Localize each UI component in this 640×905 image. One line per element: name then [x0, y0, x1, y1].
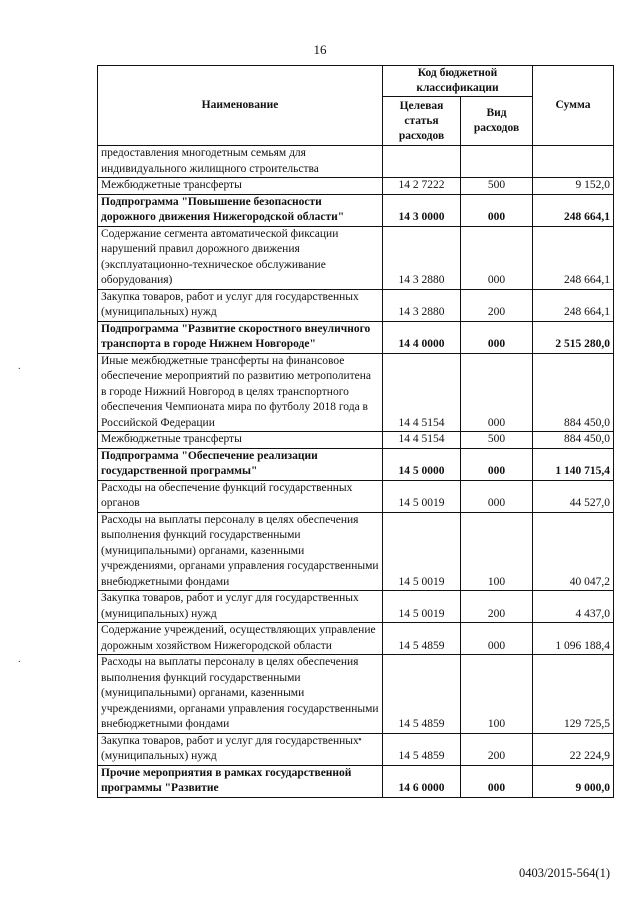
table-row: [98, 733, 614, 765]
row-sum-cell: 1 096 188,4: [533, 623, 614, 655]
row-type-cell: 100: [461, 512, 533, 591]
header-amount: Сумма: [533, 66, 614, 146]
row-code-cell: 14 5 0000: [383, 448, 461, 480]
row-code-cell: 14 2 7222: [383, 178, 461, 195]
row-name-cell: Иные межбюджетные трансферты на финансовое обеспечение мероприятий по развитию метрополитена в городе Нижний Новгород в целях транспортного обеспечения Чемпионата мира по футболу 2018 года в Российской Федерации: [98, 353, 383, 432]
table-row: [98, 289, 614, 321]
row-sum-cell: 9 000,0: [533, 765, 614, 797]
row-sum-cell: 248 664,1: [533, 226, 614, 289]
row-type-cell: 200: [461, 289, 533, 321]
table-body: [98, 146, 614, 798]
header-code-group: Код бюджетной классификации: [383, 66, 533, 97]
table-row: [98, 321, 614, 353]
row-type-cell: 100: [461, 655, 533, 734]
table-row: [98, 512, 614, 591]
row-name-cell: Расходы на выплаты персоналу в целях обеспечения выполнения функций государственными (муниципальными) органами, казенными учреждениями, органами управления государственными внебюджетными фондами: [98, 655, 383, 734]
row-name-cell: Подпрограмма "Развитие скоростного внеуличного транспорта в городе Нижнем Новгороде": [98, 321, 383, 353]
row-code-cell: 14 4 0000: [383, 321, 461, 353]
row-type-cell: 000: [461, 765, 533, 797]
row-code-cell: 14 5 0019: [383, 512, 461, 591]
row-code-cell: 14 5 4859: [383, 623, 461, 655]
table-row: [98, 178, 614, 195]
table-row: [98, 432, 614, 449]
page-number: 16: [313, 42, 327, 57]
row-code-cell: [383, 146, 461, 178]
row-code-cell: 14 5 4859: [383, 733, 461, 765]
table-row: [98, 146, 614, 178]
header-expense-type: Вид расходов: [461, 97, 533, 146]
row-code-cell: 14 5 0019: [383, 591, 461, 623]
row-type-cell: 000: [461, 480, 533, 512]
table-row: [98, 448, 614, 480]
table-row: [98, 194, 614, 226]
row-code-cell: 14 4 5154: [383, 432, 461, 449]
row-sum-cell: 884 450,0: [533, 432, 614, 449]
row-type-cell: [461, 146, 533, 178]
row-name-cell: Расходы на выплаты персоналу в целях обеспечения выполнения функций государственными (муниципальными) органами, казенными учреждениями, органами управления государственными внебюджетными фондами: [98, 512, 383, 591]
row-name-cell: Содержание сегмента автоматической фиксации нарушений правил дорожного движения (эксплуатационно-техническое обслуживание оборудования): [98, 226, 383, 289]
row-code-cell: 14 5 0019: [383, 480, 461, 512]
row-type-cell: 000: [461, 623, 533, 655]
row-type-cell: 200: [461, 591, 533, 623]
table-row: [98, 226, 614, 289]
table-row: [98, 623, 614, 655]
row-sum-cell: 4 437,0: [533, 591, 614, 623]
row-code-cell: 14 3 2880: [383, 289, 461, 321]
row-sum-cell: 9 152,0: [533, 178, 614, 195]
row-type-cell: 000: [461, 321, 533, 353]
table-row: [98, 591, 614, 623]
row-type-cell: 500: [461, 432, 533, 449]
row-name-cell: Подпрограмма "Повышение безопасности дорожного движения Нижегородской области": [98, 194, 383, 226]
row-code-cell: 14 3 0000: [383, 194, 461, 226]
budget-table: [97, 65, 614, 798]
row-sum-cell: 40 047,2: [533, 512, 614, 591]
row-type-cell: 200: [461, 733, 533, 765]
row-type-cell: 000: [461, 226, 533, 289]
row-name-cell: Межбюджетные трансферты: [98, 178, 383, 195]
row-type-cell: 000: [461, 448, 533, 480]
row-sum-cell: [533, 146, 614, 178]
row-code-cell: 14 3 2880: [383, 226, 461, 289]
table-row: [98, 765, 614, 797]
row-code-cell: 14 5 4859: [383, 655, 461, 734]
header-name: Наименование: [98, 66, 383, 146]
row-type-cell: 000: [461, 353, 533, 432]
row-sum-cell: 22 224,9: [533, 733, 614, 765]
row-name-cell: Закупка товаров, работ и услуг для государственных (муниципальных) нужд: [98, 289, 383, 321]
row-name-cell: Содержание учреждений, осуществляющих управление дорожным хозяйством Нижегородской области: [98, 623, 383, 655]
row-sum-cell: 1 140 715,4: [533, 448, 614, 480]
document-footer: 0403/2015-564(1): [519, 866, 610, 880]
row-code-cell: 14 6 0000: [383, 765, 461, 797]
row-sum-cell: 2 515 280,0: [533, 321, 614, 353]
row-name-cell: Прочие мероприятия в рамках государственной программы "Развитие: [98, 765, 383, 797]
row-sum-cell: 884 450,0: [533, 353, 614, 432]
table-row: [98, 353, 614, 432]
row-type-cell: 500: [461, 178, 533, 195]
row-type-cell: 000: [461, 194, 533, 226]
stray-mark: •: [358, 734, 362, 746]
row-sum-cell: 129 725,5: [533, 655, 614, 734]
margin-mark: .: [18, 360, 21, 372]
row-name-cell: Закупка товаров, работ и услуг для государственных (муниципальных) нужд: [98, 591, 383, 623]
row-name-cell: Закупка товаров, работ и услуг для государственных (муниципальных) нужд: [98, 733, 383, 765]
row-name-cell: Расходы на обеспечение функций государственных органов: [98, 480, 383, 512]
row-name-cell: Подпрограмма "Обеспечение реализации государственной программы": [98, 448, 383, 480]
row-name-cell: Межбюджетные трансферты: [98, 432, 383, 449]
row-name-cell: предоставления многодетным семьям для индивидуального жилищного строительства: [98, 146, 383, 178]
table-row: [98, 480, 614, 512]
row-sum-cell: 248 664,1: [533, 194, 614, 226]
header-target-article: Целевая статья расходов: [383, 97, 461, 146]
row-code-cell: 14 4 5154: [383, 353, 461, 432]
margin-mark: .: [18, 653, 21, 665]
row-sum-cell: 44 527,0: [533, 480, 614, 512]
table-row: [98, 655, 614, 734]
row-sum-cell: 248 664,1: [533, 289, 614, 321]
